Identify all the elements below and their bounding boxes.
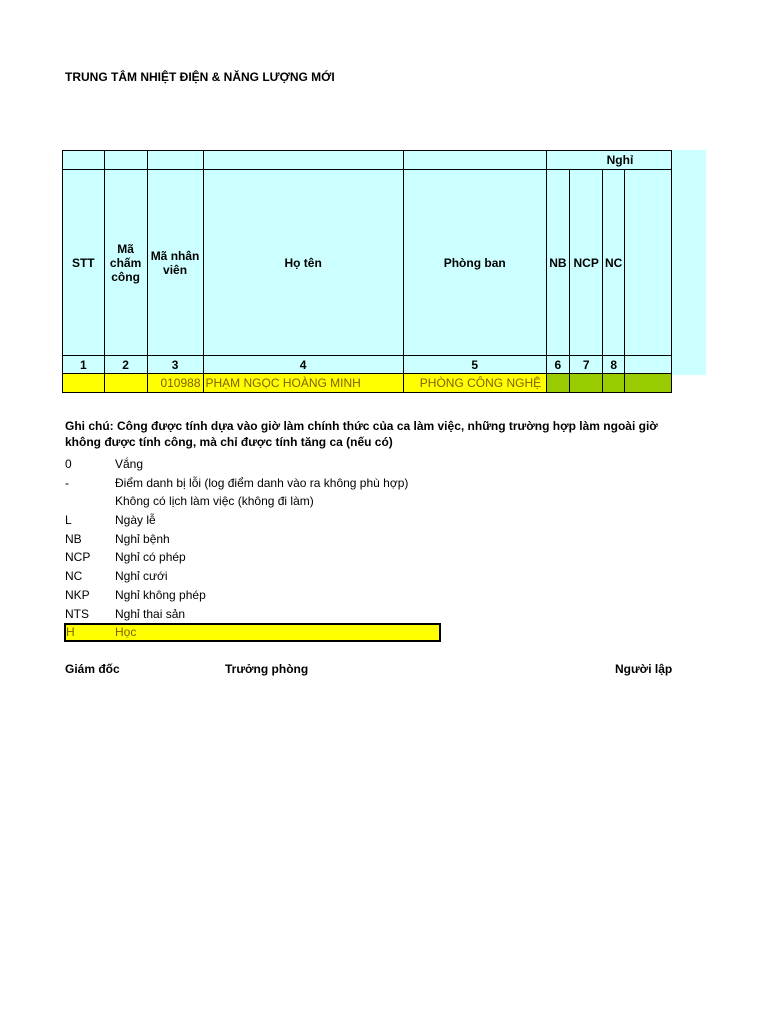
cell-ma-cham-cong[interactable] [104, 374, 147, 393]
column-number [625, 356, 672, 374]
header-cell [403, 151, 546, 170]
legend-item [64, 567, 441, 586]
timesheet-table-viewport [62, 150, 672, 395]
legend-item [64, 455, 441, 474]
legend-desc: Điểm danh bị lỗi (log điểm danh vào ra không phù hợp) [115, 475, 409, 490]
header-cell [625, 170, 672, 356]
header-cell [147, 151, 203, 170]
cell-ncp[interactable] [570, 374, 603, 393]
legend-item [64, 586, 441, 605]
column-number: 1 [63, 356, 105, 374]
legend-item [64, 474, 441, 493]
legend-item-highlighted[interactable] [64, 623, 441, 642]
legend-desc: Không có lịch làm việc (không đi làm) [115, 494, 314, 509]
legend-desc: Nghỉ cưới [115, 569, 168, 584]
header-ma-cham-cong: Mã chấm công [104, 170, 147, 356]
note-text [65, 418, 672, 450]
column-number: 5 [403, 356, 546, 374]
note-line-2: không được tính công, mà chỉ được tính tăng ca (nếu có) [65, 435, 393, 449]
header-nc: NC [603, 170, 625, 356]
legend-desc: Học [115, 625, 137, 640]
cell-nc[interactable] [603, 374, 625, 393]
legend-item [64, 548, 441, 567]
legend-list [64, 455, 441, 642]
header-ncp: NCP [570, 170, 603, 356]
cell-ho-ten[interactable]: PHẠM NGỌC HOÀNG MINH [203, 374, 403, 393]
column-number: 6 [546, 356, 570, 374]
legend-item [64, 530, 441, 549]
header-cell [63, 151, 105, 170]
legend-code: - [65, 475, 69, 490]
column-number: 2 [104, 356, 147, 374]
header-cell [203, 151, 403, 170]
legend-item [64, 605, 441, 624]
legend-item [64, 511, 441, 530]
cell-nb[interactable] [546, 374, 570, 393]
legend-code: NCP [65, 550, 91, 565]
cell-ma-nhan-vien[interactable]: 010988 [147, 374, 203, 393]
legend-code: H [66, 625, 75, 640]
cell-phong-ban[interactable]: PHÒNG CÔNG NGHỆ [403, 374, 546, 393]
header-stt: STT [63, 170, 105, 356]
column-number-row [63, 356, 672, 374]
timesheet-table [62, 150, 672, 393]
signature-head: Trưởng phòng [225, 662, 309, 676]
cell-extra[interactable] [625, 374, 672, 393]
header-overflow-fill [672, 150, 706, 375]
legend-code: NTS [65, 606, 89, 621]
signature-director: Giám đốc [65, 662, 120, 676]
column-number: 4 [203, 356, 403, 374]
legend-desc: Nghỉ bệnh [115, 531, 170, 546]
header-ho-ten: Họ tên [203, 170, 403, 356]
column-number: 3 [147, 356, 203, 374]
table-row [63, 374, 672, 393]
legend-desc: Nghỉ thai sản [115, 606, 186, 621]
legend-desc: Nghỉ không phép [115, 587, 206, 602]
legend-desc: Nghỉ có phép [115, 550, 186, 565]
legend-code: L [65, 513, 72, 528]
cell-stt[interactable] [63, 374, 105, 393]
header-phong-ban: Phòng ban [403, 170, 546, 356]
header-nb: NB [546, 170, 570, 356]
legend-desc: Vắng [115, 457, 144, 471]
column-number: 8 [603, 356, 625, 374]
legend-code: NB [65, 531, 82, 546]
table-header-row [63, 170, 672, 356]
header-ma-nhan-vien: Mã nhân viên [147, 170, 203, 356]
leave-group-header: Nghỉ [546, 151, 671, 170]
note-line-1: Ghi chú: Công được tính dựa vào giờ làm chính thức của ca làm việc, những trường hợp làm ngoài giờ [65, 419, 658, 433]
column-number: 7 [570, 356, 603, 374]
legend-desc: Ngày lễ [115, 513, 156, 528]
legend-code: 0 [65, 457, 72, 471]
header-cell [104, 151, 147, 170]
legend-code: NC [65, 569, 83, 584]
signature-preparer: Người lập [615, 662, 672, 676]
table-header-top-row [63, 151, 672, 170]
organization-title: TRUNG TÂM NHIỆT ĐIỆN & NĂNG LƯỢNG MỚI [65, 70, 335, 84]
legend-item [64, 492, 441, 511]
legend-code: NKP [65, 587, 90, 602]
